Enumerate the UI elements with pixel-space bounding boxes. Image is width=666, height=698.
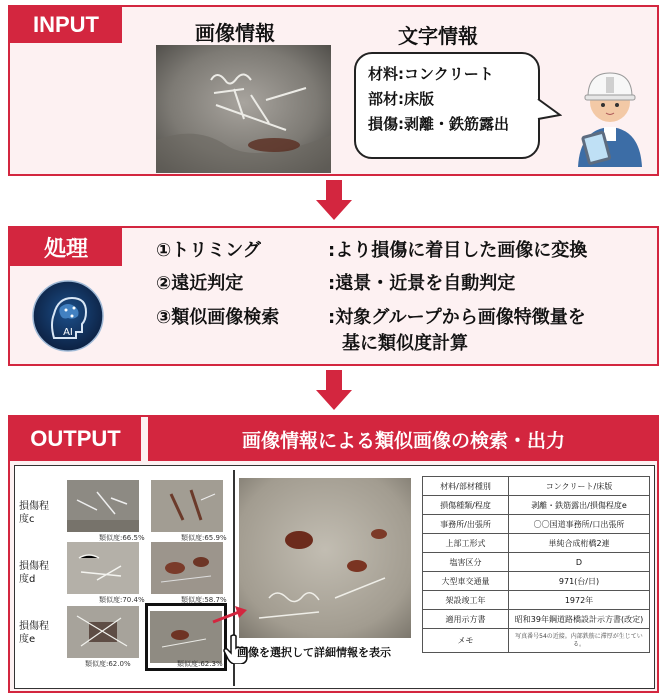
similarity-d2: 類似度:58.7% — [181, 596, 227, 604]
text-info-damage: 損傷:剥離・鉄筋露出 — [368, 115, 509, 133]
detail-key: 適用示方書 — [423, 610, 509, 629]
detail-key: 架設竣工年 — [423, 591, 509, 610]
detail-info-table — [422, 476, 650, 653]
detail-value: D — [509, 553, 650, 572]
row-label-c: 損傷程度c — [19, 501, 49, 525]
detail-value: 単純合成桁橋2連 — [509, 534, 650, 553]
detail-key: 塩害区分 — [423, 553, 509, 572]
input-section — [8, 5, 659, 176]
engineer-illustration-icon — [570, 47, 650, 167]
row-label-e: 損傷程度e — [19, 621, 49, 645]
detail-key: 損傷種類/程度 — [423, 496, 509, 515]
detail-value: 1972年 — [509, 591, 650, 610]
step-3-name: ③類似画像検索 — [156, 307, 280, 328]
detail-value: 〇〇国道事務所/口出張所 — [509, 515, 650, 534]
detail-row — [423, 534, 650, 553]
similar-thumb-d2[interactable] — [151, 542, 223, 594]
detail-key: 材料/部材種別 — [423, 477, 509, 496]
detail-row — [423, 591, 650, 610]
detail-value: 写真番号54の近接。内部鉄筋に滞厚が生じている。 — [509, 629, 650, 653]
text-info-label: 文字情報 — [398, 24, 478, 48]
similar-thumb-c1[interactable] — [67, 480, 139, 532]
step-2-desc: :遠景・近景を自動判定 — [328, 273, 516, 294]
process-section — [8, 226, 659, 366]
flow-arrow-down-1-icon — [314, 180, 354, 222]
step-3-desc-line2: 基に類似度計算 — [342, 333, 468, 354]
detail-key: 上部工形式 — [423, 534, 509, 553]
step-3-desc: :対象グループから画像特徴量を — [328, 307, 586, 328]
image-info-label: 画像情報 — [195, 21, 275, 45]
output-banner: 画像情報による類似画像の検索・出力 — [148, 417, 659, 461]
detail-row — [423, 572, 650, 591]
text-info-bubble — [354, 52, 540, 159]
text-info-material: 材料:コンクリート — [368, 65, 494, 83]
similarity-d1: 類似度:70.4% — [99, 596, 145, 604]
step-1-name: ①トリミング — [156, 240, 261, 261]
detail-value: コンクリート/床版 — [509, 477, 650, 496]
select-caption: 画像を選択して詳細情報を表示 — [237, 646, 391, 659]
detail-row — [423, 477, 650, 496]
detail-key: メモ — [423, 629, 509, 653]
detail-row — [423, 629, 650, 653]
bubble-tail — [536, 95, 562, 125]
detail-value: 昭和39年鋼道路橋設計示方書(改定) — [509, 610, 650, 629]
detail-key: 大型車交通量 — [423, 572, 509, 591]
detail-row — [423, 610, 650, 629]
similarity-c2: 類似度:65.9% — [181, 534, 227, 542]
output-result-panel — [14, 465, 655, 689]
input-damage-photo — [156, 45, 331, 173]
similar-thumb-e1[interactable] — [67, 606, 139, 658]
ai-badge-label: AI — [63, 327, 73, 338]
output-section — [8, 415, 659, 693]
selected-detail-photo — [239, 478, 411, 638]
select-arrow-icon — [211, 606, 251, 626]
step-1-desc: :より損傷に着目した画像に変換 — [328, 240, 588, 261]
similar-thumb-d1[interactable] — [67, 542, 139, 594]
output-tag: OUTPUT — [10, 417, 141, 461]
similarity-e2: 類似度:62.3% — [177, 660, 223, 668]
input-tag: INPUT — [10, 7, 122, 43]
detail-row — [423, 515, 650, 534]
process-tag: 処理 — [10, 228, 122, 266]
similarity-c1: 類似度:66.5% — [99, 534, 145, 542]
detail-value: 剥離・鉄筋露出/損傷程度e — [509, 496, 650, 515]
detail-value: 971(台/日) — [509, 572, 650, 591]
similar-thumb-c2[interactable] — [151, 480, 223, 532]
detail-row — [423, 496, 650, 515]
detail-row — [423, 553, 650, 572]
text-info-member: 部材:床版 — [368, 90, 434, 108]
detail-key: 事務所/出張所 — [423, 515, 509, 534]
row-label-d: 損傷程度d — [19, 561, 49, 585]
step-2-name: ②遠近判定 — [156, 273, 244, 294]
flow-arrow-down-2-icon — [314, 370, 354, 412]
ai-brain-icon — [32, 280, 104, 352]
similarity-e1: 類似度:62.0% — [85, 660, 131, 668]
